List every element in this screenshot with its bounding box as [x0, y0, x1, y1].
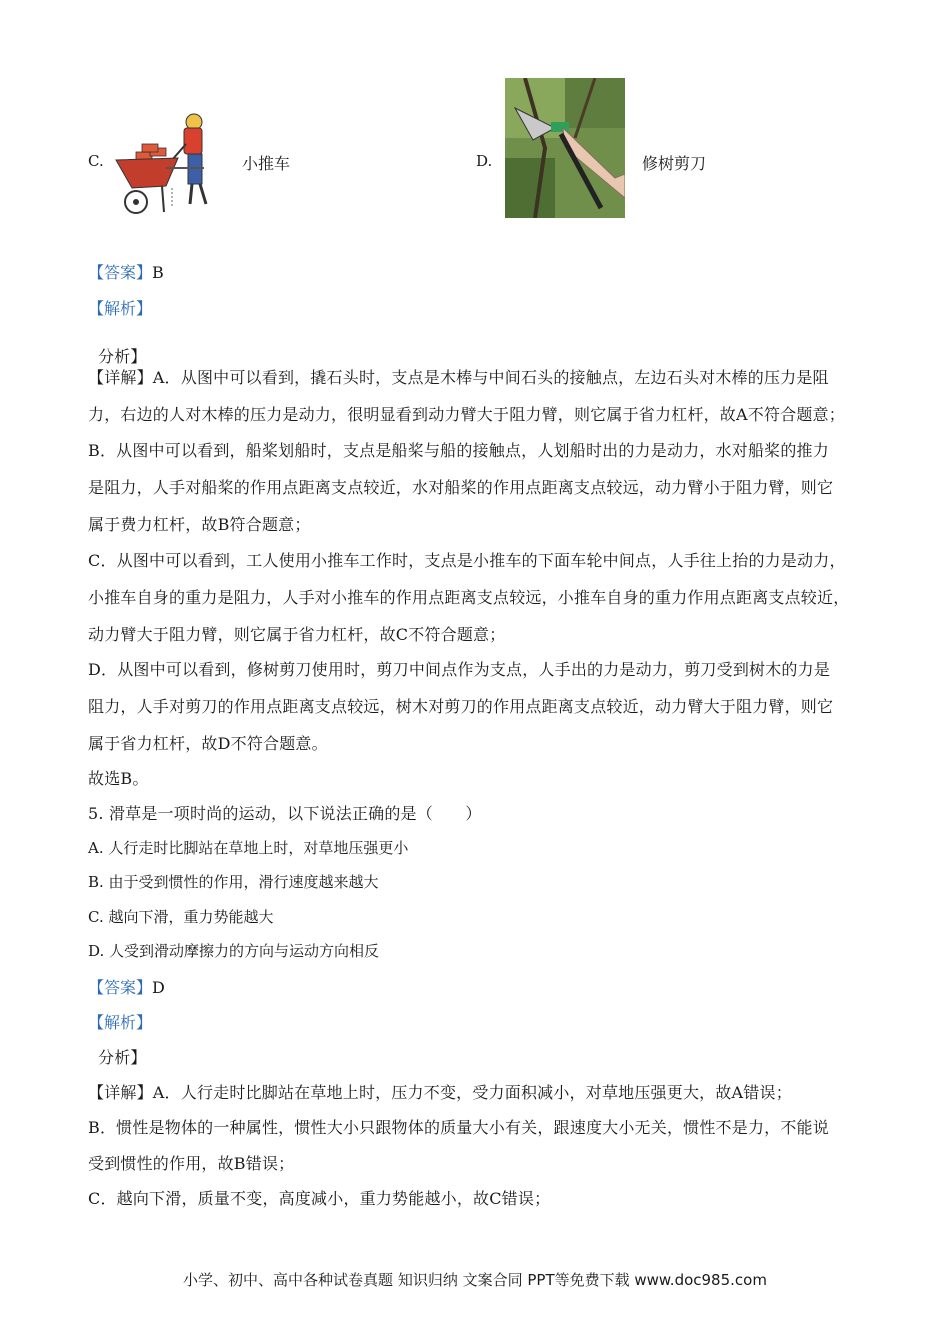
q5-option-b: B. 由于受到惯性的作用，滑行速度越来越大 [88, 873, 379, 891]
option-c-caption: 小推车 [242, 154, 291, 173]
q4-detail-line: 是阻力，人手对船桨的作用点距离支点较近，水对船桨的作用点距离支点较远，动力臂小于阻力臂，则它 [88, 478, 834, 497]
q4-answer-tag: 【答案】 [88, 263, 153, 282]
pruning-shears-photo [505, 78, 625, 218]
q4-detail-line: 属于费力杠杆，故B符合题意； [88, 515, 311, 534]
q4-answer-value: B [152, 263, 164, 282]
q5-answer-tag: 【答案】 [88, 978, 153, 997]
q5-analysis-sub: 分析】 [98, 1048, 147, 1067]
q4-conclusion: 故选B。 [88, 769, 149, 788]
q5-detail-line: 【详解】A．人行走时比脚站在草地上时，压力不变，受力面积减小，对草地压强更大，故A错误； [88, 1083, 792, 1102]
q5-stem: 5. 滑草是一项时尚的运动，以下说法正确的是（ ） [88, 804, 482, 823]
q4-detail-line: D．从图中可以看到，修树剪刀使用时，剪刀中间点作为支点，人手出的力是动力，剪刀受到树木的力是 [88, 660, 831, 679]
q5-detail-line: 受到惯性的作用，故B错误； [88, 1154, 295, 1173]
q4-detail-line: 动力臂大于阻力臂，则它属于省力杠杆，故C不符合题意； [88, 625, 506, 644]
q4-analysis-sub: 分析】 [98, 347, 147, 366]
q4-detail-line: 阻力，人手对剪刀的作用点距离支点较远，树木对剪刀的作用点距离支点较近，动力臂大于阻力臂，则它 [88, 697, 834, 716]
q5-analysis-label: 【解析】 [88, 1013, 153, 1032]
q5-option-a: A. 人行走时比脚站在草地上时，对草地压强更小 [88, 839, 409, 857]
q4-detail-line: C．从图中可以看到，工人使用小推车工作时，支点是小推车的下面车轮中间点，人手往上抬的力是动力， [88, 551, 846, 570]
q5-option-c: C. 越向下滑，重力势能越大 [88, 908, 274, 926]
option-c-letter: C. [88, 152, 104, 170]
q5-answer-value: D [152, 978, 165, 997]
q4-answer-line [88, 260, 164, 283]
q4-detail-line: 【详解】A．从图中可以看到，撬石头时，支点是木棒与中间石头的接触点，左边石头对木棒的压力是阻 [88, 368, 829, 387]
q5-detail-line: C．越向下滑，质量不变，高度减小，重力势能越小，故C错误； [88, 1189, 551, 1208]
q4-detail-line: B．从图中可以看到，船桨划船时，支点是船桨与船的接触点，人划船时出的力是动力，水对船桨的推力 [88, 441, 829, 460]
q5-analysis-tag [88, 1010, 152, 1033]
q5-detail-line: B．惯性是物体的一种属性，惯性大小只跟物体的质量大小有关，跟速度大小无关，惯性不是力，不能说 [88, 1118, 829, 1137]
page-footer: 小学、初中、高中各种试卷真题 知识归纳 文案合同 PPT等免费下载 www.doc985.com [183, 1271, 767, 1289]
option-d-caption: 修树剪刀 [642, 154, 707, 173]
q4-detail-line: 小推车自身的重力是阻力，人手对小推车的作用点距离支点较远，小推车自身的重力作用点距离支点较近， [88, 588, 850, 607]
wheelbarrow-image [112, 108, 234, 218]
q5-answer-line [88, 975, 165, 998]
q4-analysis-tag [88, 296, 152, 319]
option-d-letter: D. [476, 152, 493, 170]
q4-analysis-label: 【解析】 [88, 299, 153, 318]
q5-option-d: D. 人受到滑动摩擦力的方向与运动方向相反 [88, 942, 380, 960]
q4-detail-line: 属于省力杠杆，故D不符合题意。 [88, 734, 328, 753]
q4-detail-line: 力，右边的人对木棒的压力是动力，很明显看到动力臂大于阻力臂，则它属于省力杠杆，故A不符合题意； [88, 405, 845, 424]
